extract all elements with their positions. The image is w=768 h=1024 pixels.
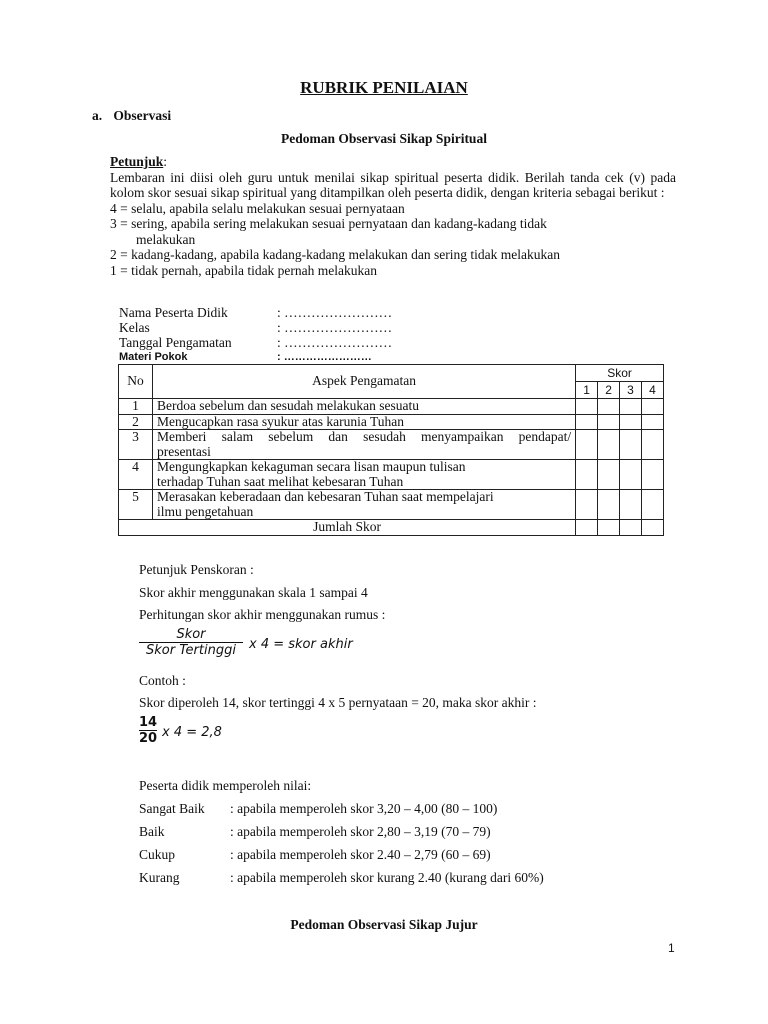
score-cell[interactable] xyxy=(641,399,663,415)
row-aspek-line: terhadap Tuhan saat melihat kebesaran Tuhan xyxy=(156,473,404,489)
row-no: 5 xyxy=(119,490,153,520)
example-text: Skor diperoleh 14, skor tertinggi 4 x 5 pernyataan = 20, maka skor akhir : xyxy=(139,695,537,710)
score-cell[interactable] xyxy=(576,520,598,536)
instructions-heading: Petunjuk xyxy=(110,154,164,169)
formula-fraction xyxy=(139,627,243,658)
grade-desc: : apabila memperoleh skor 2.40 – 2,79 (60 – 69) xyxy=(230,847,491,862)
row-aspek: Berdoa sebelum dan sesudah melakukan sesuatu xyxy=(152,399,575,415)
example-numerator: 14 xyxy=(139,715,158,730)
grade-desc: : apabila memperoleh skor kurang 2.40 (kurang dari 60%) xyxy=(230,870,544,885)
criteria-3-cont: melakukan xyxy=(136,231,196,247)
info-row xyxy=(119,350,392,365)
example-fraction xyxy=(139,715,157,746)
row-aspek: Mengucapkan rasa syukur atas karunia Tuhan xyxy=(152,414,575,430)
score-cell[interactable] xyxy=(641,414,663,430)
info-label: Tanggal Pengamatan xyxy=(119,335,232,350)
score-cell[interactable] xyxy=(598,520,620,536)
score-cell[interactable] xyxy=(620,399,642,415)
score-cell[interactable] xyxy=(598,490,620,520)
header-no: No xyxy=(119,365,153,399)
criteria-1: 1 = tidak pernah, apabila tidak pernah melakukan xyxy=(110,262,378,278)
criteria-4: 4 = selalu, apabila selalu melakukan sesuai pernyataan xyxy=(110,200,405,216)
row-aspek-line: ilmu pengetahuan xyxy=(156,503,254,519)
section-name: Observasi xyxy=(113,108,172,123)
table-row xyxy=(119,490,664,520)
score-cell[interactable] xyxy=(598,430,620,460)
grades-intro: Peserta didik memperoleh nilai: xyxy=(139,778,312,793)
instructions-text: Lembaran ini diisi oleh guru untuk menilai sikap spiritual peserta didik. Berilah tanda cek (v) pada kolom skor sesuai sikap spiritual yang ditampilkan oleh peserta didik, dengan kriteria sebagai berikut : xyxy=(110,169,676,200)
score-cell[interactable] xyxy=(620,490,642,520)
example-denominator: 20 xyxy=(139,731,158,746)
info-row xyxy=(119,335,392,350)
grade-row xyxy=(139,870,544,886)
table-total-row xyxy=(119,520,664,536)
row-no: 3 xyxy=(119,430,153,460)
score-cell[interactable] xyxy=(641,460,663,490)
formula-rest: x 4 = skor akhir xyxy=(249,637,353,652)
header-aspek: Aspek Pengamatan xyxy=(152,365,575,399)
grade-name: Kurang xyxy=(139,870,180,885)
grade-desc: : apabila memperoleh skor 3,20 – 4,00 (80 – 100) xyxy=(230,801,498,816)
student-info xyxy=(119,305,392,365)
scoring-heading: Petunjuk Penskoran : xyxy=(139,562,254,577)
scoring-formula-intro: Perhitungan skor akhir menggunakan rumus : xyxy=(139,607,386,622)
score-cell[interactable] xyxy=(620,430,642,460)
section-heading xyxy=(92,108,171,124)
observation-table xyxy=(118,364,664,536)
row-aspek xyxy=(152,490,575,520)
info-value: : …………………… xyxy=(277,305,393,320)
header-score-level: 2 xyxy=(598,382,620,399)
section-label: a. xyxy=(92,108,103,123)
grade-name: Baik xyxy=(139,824,165,839)
header-skor: Skor xyxy=(576,365,664,382)
table-row xyxy=(119,414,664,430)
row-no: 4 xyxy=(119,460,153,490)
score-cell[interactable] xyxy=(620,460,642,490)
score-cell[interactable] xyxy=(576,430,598,460)
document-title: RUBRIK PENILAIAN xyxy=(300,78,468,97)
grade-row xyxy=(139,847,491,863)
info-label: Nama Peserta Didik xyxy=(119,305,228,320)
info-value: : …………………… xyxy=(277,335,393,350)
scoring-scale: Skor akhir menggunakan skala 1 sampai 4 xyxy=(139,585,368,600)
example-label: Contoh : xyxy=(139,673,186,688)
score-cell[interactable] xyxy=(598,399,620,415)
header-score-level: 1 xyxy=(576,382,598,399)
row-no: 2 xyxy=(119,414,153,430)
total-label: Jumlah Skor xyxy=(119,520,576,536)
row-aspek xyxy=(152,460,575,490)
example-rest: x 4 = 2,8 xyxy=(162,725,222,740)
info-label: Kelas xyxy=(119,320,150,335)
criteria-3: 3 = sering, apabila sering melakukan sesuai pernyataan dan kadang-kadang tidak xyxy=(110,216,547,231)
formula-denominator: Skor Tertinggi xyxy=(146,643,236,658)
row-aspek-line: Merasakan keberadaan dan kebesaran Tuhan saat mempelajari xyxy=(156,489,494,504)
score-cell[interactable] xyxy=(620,520,642,536)
score-cell[interactable] xyxy=(641,490,663,520)
grade-name: Sangat Baik xyxy=(139,801,205,816)
score-cell[interactable] xyxy=(598,460,620,490)
info-row xyxy=(119,305,392,320)
info-row xyxy=(119,320,392,335)
row-aspek-line: Mengungkapkan kekaguman secara lisan maupun tulisan xyxy=(156,459,466,474)
score-cell[interactable] xyxy=(576,414,598,430)
row-no: 1 xyxy=(119,399,153,415)
formula-numerator: Skor xyxy=(176,627,206,642)
score-cell[interactable] xyxy=(641,430,663,460)
row-aspek-line: presentasi xyxy=(156,443,211,459)
grade-row xyxy=(139,824,491,840)
row-aspek xyxy=(152,430,575,460)
score-cell[interactable] xyxy=(576,460,598,490)
header-score-level: 4 xyxy=(641,382,663,399)
table-row xyxy=(119,460,664,490)
grade-row xyxy=(139,801,497,817)
table-row xyxy=(119,399,664,415)
instructions-colon: : xyxy=(163,154,168,169)
instructions-block xyxy=(110,154,676,278)
grade-desc: : apabila memperoleh skor 2,80 – 3,19 (70 – 79) xyxy=(230,824,491,839)
info-value: : …………………… xyxy=(277,351,372,363)
info-label: Materi Pokok xyxy=(119,351,188,363)
score-cell[interactable] xyxy=(598,414,620,430)
table-header-row xyxy=(119,365,664,382)
row-aspek-line: Memberi salam sebelum dan sesudah menyampaikan pendapat/ xyxy=(156,429,572,444)
score-cell[interactable] xyxy=(576,490,598,520)
subtitle: Pedoman Observasi Sikap Spiritual xyxy=(281,131,487,146)
next-section-title: Pedoman Observasi Sikap Jujur xyxy=(290,917,478,932)
score-cell[interactable] xyxy=(620,414,642,430)
score-cell[interactable] xyxy=(641,520,663,536)
criteria-2: 2 = kadang-kadang, apabila kadang-kadang melakukan dan sering tidak melakukan xyxy=(110,247,560,262)
score-cell[interactable] xyxy=(576,399,598,415)
page-number: 1 xyxy=(668,941,675,955)
table-row xyxy=(119,430,664,460)
grade-name: Cukup xyxy=(139,847,176,862)
header-score-level: 3 xyxy=(620,382,642,399)
info-value: : …………………… xyxy=(277,320,393,335)
